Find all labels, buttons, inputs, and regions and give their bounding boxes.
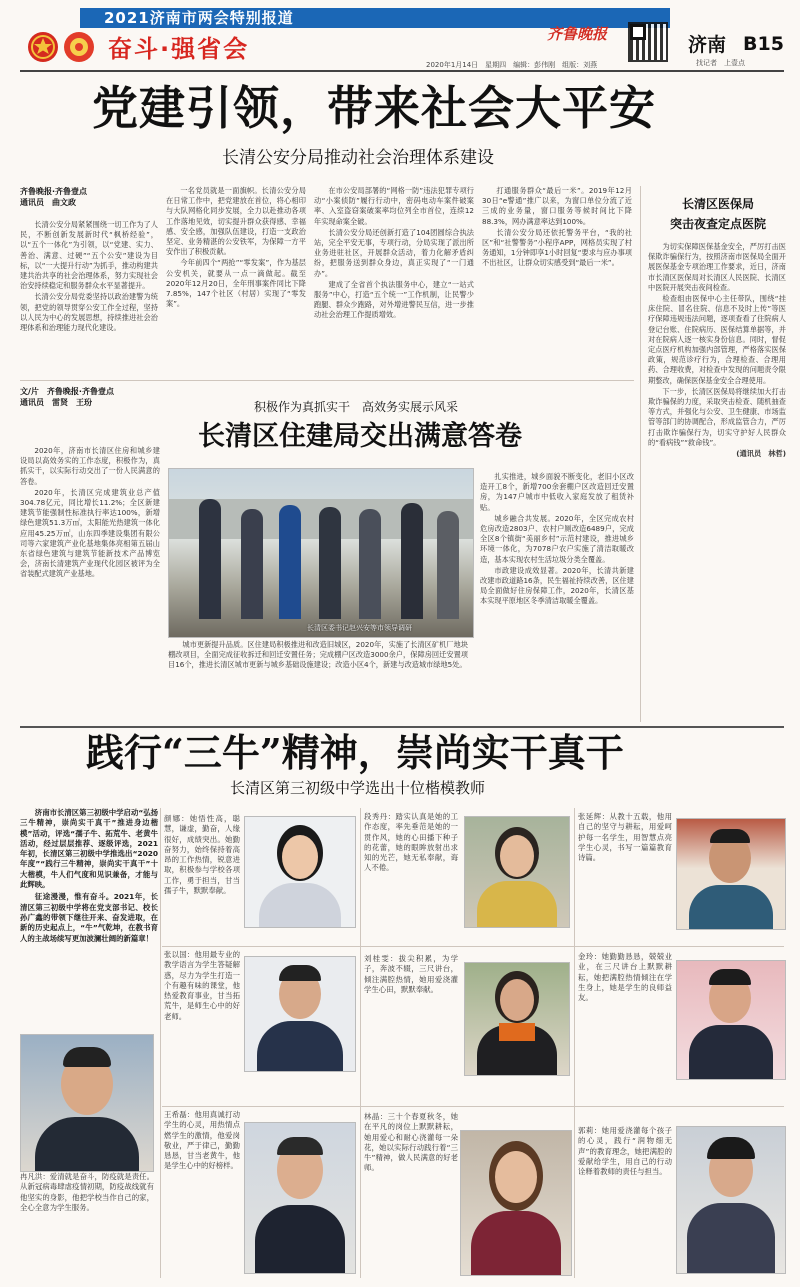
teachers-subhead: 长清区第三初级中学选出十位楷模教师 <box>230 779 486 797</box>
teacher-profile: 王希磊：他用真诚打动学生的心灵，用热情点燃学生的激情，他爱岗敬业，严于律己，勤勤恳恳，甘当老黄牛，他是学生心中的好榜样。 <box>164 1110 240 1171</box>
housing-paragraph: 市政建设成效显著。2020年，长清共新建改建市政道路16条，民生福祉持续改善，区住建局全面做好住房保障工作，2020年，长清区基本实现平原地区冬季清洁取暖全覆盖。 <box>480 565 634 606</box>
teachers-intro-paragraph: 济南市长清区第三初级中学启动“弘扬三牛精神，崇尚实干真干”推进身边楷模”活动，评选“孺子牛、拓荒牛、老黄牛活动，经过层层推荐、逐级评选，2021年初，长清区第三初级中学推选出“2020年度”“践行三牛精神，崇尚实干真干”十大楷模，牛人们气度和见识兼备，才能与此辉映。 <box>20 808 158 890</box>
photo-caption: 长清区委书记赵兴安等市领导调研 <box>307 624 412 632</box>
slogan: 奋斗·强省会 <box>108 35 250 63</box>
teacher-text <box>164 814 240 944</box>
teacher-text <box>364 1112 458 1276</box>
housing-byline-2: 通讯员 雷贤 王玢 <box>20 398 92 407</box>
paper-logo: 齐鲁晚报 <box>547 25 608 43</box>
teacher-photo <box>460 1130 572 1276</box>
teacher-photo <box>20 1034 154 1172</box>
row-rule <box>162 946 784 947</box>
teacher-text <box>164 1110 240 1276</box>
date-line: 2020年1月14日 星期四 编辑：彭伟刚 组版：刘燕 <box>426 61 598 69</box>
lead-column-1 <box>20 220 158 372</box>
teacher-profile: 张以国：他用最专业的教学语言为学生答疑解惑，尽力为学生打造一个有趣有味的课堂，他热爱教育事业，甘当拓荒牛，是师生心中的好老师。 <box>164 950 240 1021</box>
row-rule <box>162 1106 784 1107</box>
teacher-text <box>578 812 672 946</box>
person-figure <box>241 509 263 619</box>
lead-paragraph: 打通服务群众“最后一米”。2019年12月30日“e警通”推广以来，为窗口单位分流了近三成的业务量，窗口服务等候时间比下降88.3%，网办满意率达到100%。 <box>482 186 632 226</box>
lead-paragraph: 建成了全省首个执法服务中心，建立“一站式服务”中心，打造“五个统一”工作机制，让民警少跑腿、群众少跑路，对外增进警民互信，进一步推动社会治理工作提质增效。 <box>314 279 474 320</box>
hospital-byline: (通讯员 林哲) <box>736 449 786 459</box>
teacher-text <box>578 1126 672 1276</box>
hospital-column <box>648 242 786 710</box>
teacher-profile: 郭莉：她用爱浇灌每个孩子的心灵，践行“润物细无声”的教育理念，她把满腔的爱献给学生，用自己的行动诠释着教师的责任与担当。 <box>578 1126 672 1177</box>
column-rule <box>360 808 361 1278</box>
housing-byline-1: 文/片 齐鲁晚报·齐鲁壹点 <box>20 387 114 396</box>
column-rule <box>574 808 575 1278</box>
person-figure <box>319 507 341 619</box>
person-figure <box>401 503 423 619</box>
lead-paragraph: 长清公安分局还依托警务平台，“我的社区”和“社警警务”小程序APP，网格员实现了村务通知，1分钟即享1小时回复“要求与应办事项不出社区，让群众切实感受到“最后一米”。 <box>482 227 632 268</box>
hospital-title-1: 长清区医保局 <box>681 197 754 211</box>
person-figure <box>279 505 301 619</box>
lead-column-3 <box>314 186 474 372</box>
section-rule <box>20 726 784 728</box>
edition-label: 济南 <box>688 34 727 56</box>
housing-column-2 <box>168 640 468 722</box>
lead-byline-1: 齐鲁晚报·齐鲁壹点 <box>20 187 88 196</box>
lead-byline-2: 通讯员 曲文政 <box>20 198 76 207</box>
teacher-profile: 颜娜：她悟性高，聪慧，谦虚，勤奋，人缘很好，成绩突出。她勤奋努力，始终保持着高昂的工作热情，锐意进取，积极参与学校各项工作，勇于担当，甘当孺子牛，默默奉献。 <box>164 814 240 896</box>
housing-paragraph: 城乡融合共发展。2020年，全区完成农村危房改造2803户、农村户厕改造6489户，完成全区8个镇街“美丽乡村”示范村建设，推进城乡环境一体化，为7078户农户实施了清洁取暖改造，基本实现农村生活垃圾分类全覆盖。 <box>480 513 634 564</box>
lead-column-4 <box>482 186 632 372</box>
lead-paragraph: 长清公安分局还创新打造了104团圆综合执法站，完全平安无事，专项行动，分局实现了派出所业务进驻社区，开展群众活动，着力化解矛盾纠纷，把服务送到群众身边，真正实现了“一门通办”。 <box>314 227 474 278</box>
masthead-rule <box>20 70 784 72</box>
teacher-text <box>578 952 672 1112</box>
housing-column-1 <box>20 446 160 722</box>
lead-paragraph: 长清公安分局紧紧围绕一切工作为了人民，不断创新发展新时代“枫桥经验”，以“五个一体化”为引领，以“党建、实力、善治、满意、过硬”“五个公安”建设为目标，以“一大提升行动”为抓手，推动构建共建共治共享的社会治理体系，努力实现社会治安持续稳定和服务群众水平显著提升。 <box>20 220 158 291</box>
hospital-paragraph: 检查组由医保中心主任带队，围绕“挂床住院、冒名住院、信息不及时上传”等医疗保障违规违法问题，逐项查看了住院病人登记台账、住院病历、医保结算单据等，并对在院病人逐一核实身份信息。同时，督促定点医疗机构加强内部管理，严格落实医保政策，规范诊疗行为，合理检查、合理用药、合理收费，对检查中发现的问题责令限期整改，确保医保基金安全合理使用。 <box>648 294 786 385</box>
teacher-photo <box>244 956 356 1072</box>
housing-paragraph: 2020年，济南市长清区住房和城乡建设局以高效务实的工作态度，积极作为，真抓实干，以实际行动交出了一份人民满意的答卷。 <box>20 446 160 486</box>
teacher-photo <box>244 816 356 928</box>
lead-headline: 党建引领，带来社会大平安 <box>92 81 656 135</box>
housing-photo <box>168 468 474 638</box>
teacher-text <box>364 954 458 1074</box>
teachers-headline: 践行“三牛”精神，崇尚实干真干 <box>86 730 624 775</box>
hospital-paragraph: 下一步，长清区医保局将继续加大打击欺诈骗保的力度，采取突击检查、随机抽查等方式，并强化与公安、卫生健康、市场监管等部门的协调配合，形成监管合力，严厉打击欺诈骗保行为，切实守护好人民群众的“看病钱”“救命钱”。 <box>648 386 786 447</box>
teachers-intro <box>20 808 158 1016</box>
lead-paragraph: 在市公安局部署的“网格一防”违法犯罪专项行动“小案侦防”履行行动中，密码电动车案件破案率、入室盗窃案破案率均位列全市首位，连续12年实现命案全破。 <box>314 186 474 226</box>
section-rule <box>20 380 634 381</box>
teacher-photo <box>676 960 786 1080</box>
housing-kicker: 积极作为真抓实干 高效务实展示风采 <box>254 400 459 414</box>
housing-paragraph: 2020年，长清区完成建筑业总产值304.78亿元，同比增长11.2%；全区新建建筑节能强制性标准执行率达100%，新增绿色建筑51.3万㎡，太阳能光热建筑一体化应用45.25万㎡，山东四季建设集团有限公司等六家建筑产业化基地集体亮相第五届山东省绿色建筑与建筑节能新技术产品博览会，济南长清建筑产业现代化园区被评为全省装配式建筑产业基地。 <box>20 487 160 579</box>
masthead <box>0 0 800 72</box>
teacher-profile: 金玲：她勤勤恳恳，兢兢业业，在三尺讲台上默默耕耘，她把满腔热情倾注在学生身上，她是学生的良师益友。 <box>578 952 672 1003</box>
teacher-photo <box>464 816 570 928</box>
teacher-profile: 刘桂雯：拔尖积累，为学子，奔波不辍，三尺讲台，倾注满腔热情，她用爱浇灌学生心田，默默奉献。 <box>364 954 458 994</box>
qr-code-finder <box>630 24 646 40</box>
teacher-profile: 张延辉：从教十五载，他用自己的坚守与耕耘，用爱呵护每一名学生，用智慧点亮学生心灵，书写一篇篇教育诗篇。 <box>578 812 672 863</box>
teacher-text <box>20 1172 154 1276</box>
column-rule <box>160 808 161 1278</box>
housing-column-3 <box>480 472 634 722</box>
banner-text: 2021济南市两会特别报道 <box>104 9 294 27</box>
reporter-hotline: 找记者 上壹点 <box>696 59 745 67</box>
teacher-text <box>364 812 458 946</box>
teacher-profile: 林晶：三十个春夏秋冬，她在平凡的岗位上默默耕耘，她用爱心和耐心浇灌每一朵花，她以实际行动践行着“三牛”精神，做人民满意的好老师。 <box>364 1112 458 1173</box>
lead-paragraph: 今年前四个“两抢”“零发案”，作为基层公安机关，就要从一点一滴做起。截至2020年12月20日，全年刑事案件同比下降7.85%，147个社区（村居）实现了“零发案”。 <box>166 258 306 309</box>
page-number: B15 <box>743 33 784 55</box>
lead-column-2 <box>166 186 306 372</box>
lead-paragraph: 一名党员就是一面旗帜。长清公安分局在日常工作中，把党建放在首位，将心相印与大队网格化同步发展，全力以赴推动各项工作落地见效，切实提升群众获得感、幸福感、安全感，加强队伍建设，打造一支政治坚定、业务精湛的公安铁军，为保障一方平安作出了积极贡献。 <box>166 186 306 257</box>
teacher-photo <box>464 962 570 1076</box>
cppcc-emblem-icon <box>62 30 96 64</box>
teacher-photo <box>676 1126 786 1274</box>
teacher-profile: 冉凡洪：爱清就是奋斗，防疫就是责任。从新冠病毒肆虐疫情初期，防疫战线就有他坚实的身影，他把学校当作自己的家，全心全意为学生服务。 <box>20 1172 154 1212</box>
person-figure <box>199 499 221 619</box>
teacher-profile: 段秀丹：踏实认真是她的工作态度，率先垂范是她的一贯作风，她的心田播下种子的花蕾，她的眼眸放射出求知的光芒，她无私奉献，诲人不倦。 <box>364 812 458 873</box>
teacher-photo <box>676 818 786 930</box>
person-figure <box>437 511 459 619</box>
housing-paragraph: 扎实推进，城乡面貌不断变化，老旧小区改造开工8个，新增700余套棚户区改造回迁安置房，为147户城市中低收入家庭发放了租赁补贴。 <box>480 472 634 512</box>
teacher-text <box>164 950 240 1100</box>
person-figure <box>359 509 381 619</box>
hospital-title-2: 突击夜查定点医院 <box>669 217 766 231</box>
national-emblem-icon <box>26 30 60 64</box>
lead-subhead: 长清公安分局推动社会治理体系建设 <box>222 148 494 168</box>
lead-paragraph: 长清公安分局党委坚持以政治建警为统领，把党的领导贯穿公安工作全过程，坚持以人民为中心的发展思想，持续推进社会治理体系和治理能力现代化建设。 <box>20 292 158 333</box>
column-rule <box>640 186 641 722</box>
teacher-photo <box>244 1122 356 1274</box>
teachers-intro-paragraph: 征途漫漫，惟有奋斗。2021年，长清区第三初级中学将在党支部书记、校长孙广鑫的带领下继往开来、奋发进取，在新的历史起点上，“牛”气乾坤，在教书育人的主战场续写更加波澜壮阔的新篇章！ <box>20 892 158 943</box>
housing-paragraph: 城市更新提升品质。区住建局积极推进和改造旧城区，2020年，实施了长清区矿机厂地块棚改项目，全面完成征收拆迁和回迁安置任务；完成棚户区改造3000余户，保障房回迁安置项目16个，推进长清区城市更新与城乡基础设施建设；改造小区4个，新建与改造城市绿地5处。 <box>168 640 468 670</box>
hospital-paragraph: 为切实保障医保基金安全，严厉打击医保欺诈骗保行为，按照济南市医保局全面开展医保基金专项治理工作要求，近日，济南市长清区医保局对长清区人民医院、长清区中医院开展突击夜间检查。 <box>648 242 786 292</box>
housing-headline: 长清区住建局交出满意答卷 <box>198 421 522 452</box>
